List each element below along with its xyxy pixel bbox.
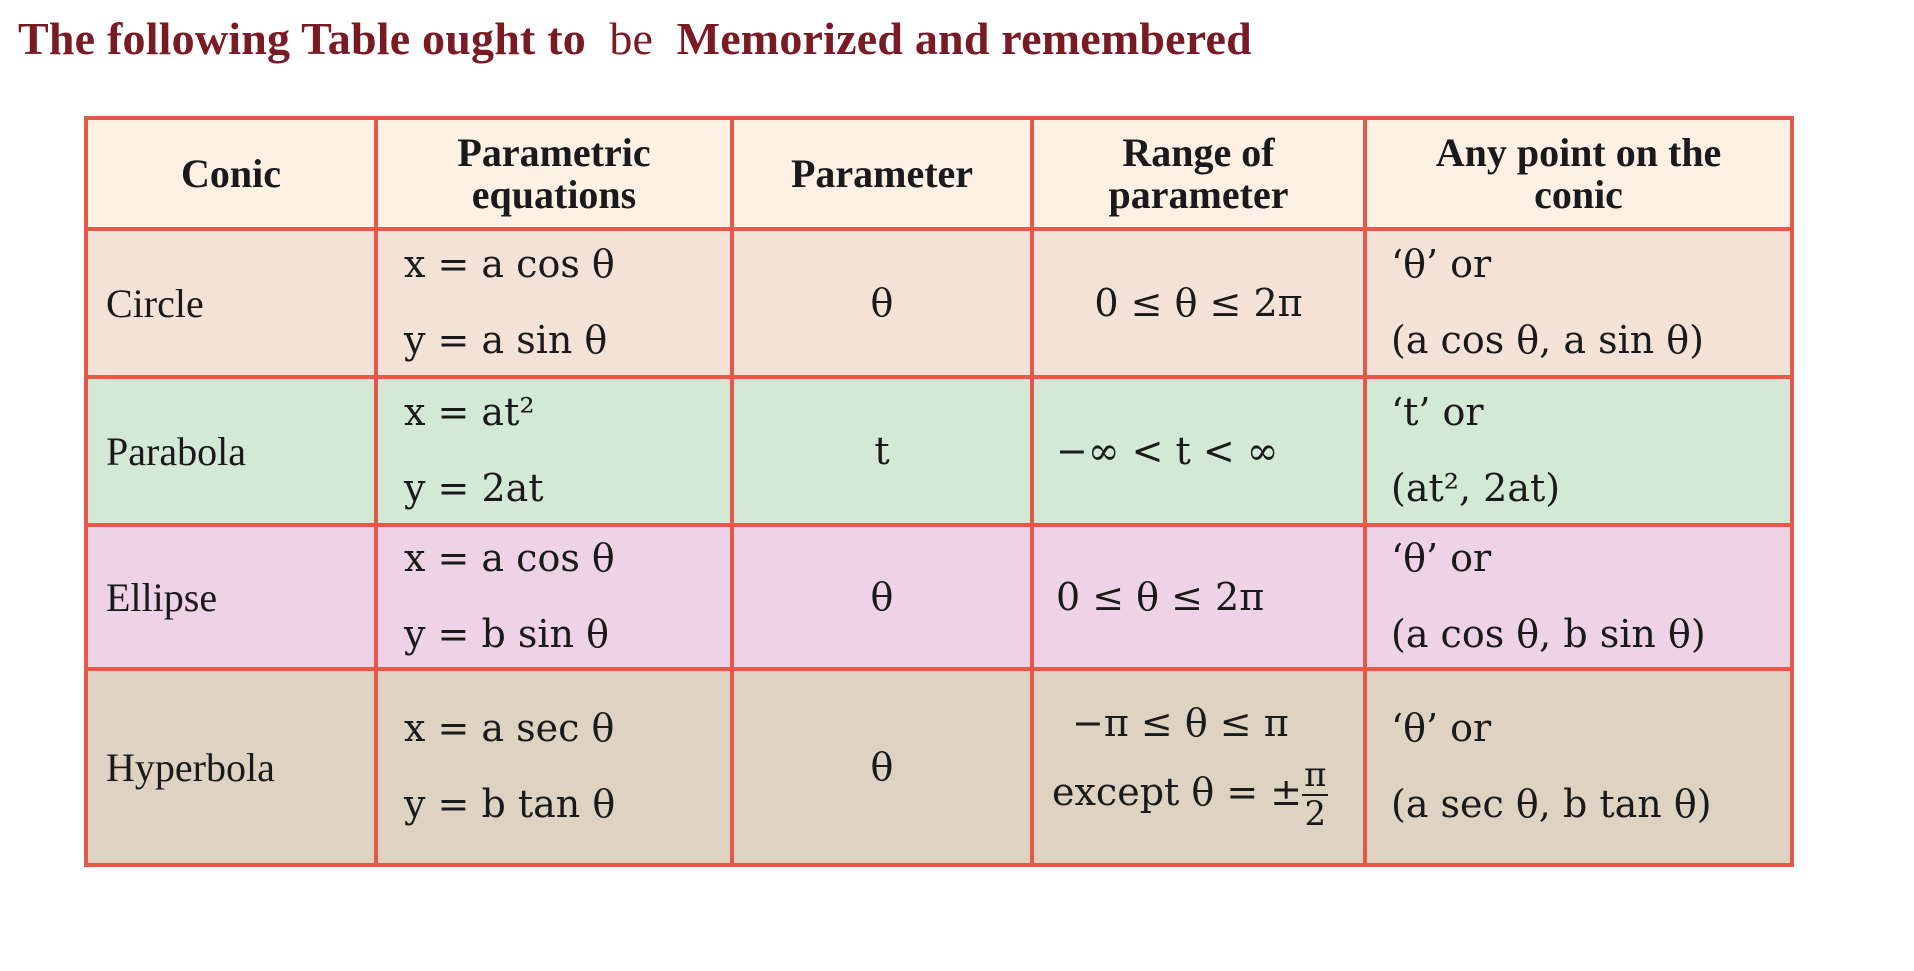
parameter: θ (732, 525, 1032, 669)
parametric-equations (376, 669, 732, 865)
general-point (1365, 669, 1792, 865)
point-coordinates: (at², 2at) (1391, 466, 1561, 510)
header-any-point: Any point on the conic (1365, 118, 1792, 229)
parameter: θ (732, 229, 1032, 377)
table-header-row (86, 118, 1792, 229)
equation-y: y = b sin θ (404, 612, 609, 656)
title-part-1: The following Table ought to (18, 13, 598, 64)
parameter: t (732, 377, 1032, 525)
range-exception (1052, 754, 1363, 834)
header-parameter: Parameter (732, 118, 1032, 229)
equation-y: y = 2at (404, 466, 544, 510)
conic-name: Parabola (86, 377, 376, 525)
equation-x: x = a cos θ (404, 242, 615, 287)
general-point (1365, 377, 1792, 525)
conic-name: Hyperbola (86, 669, 376, 865)
header-range-of-parameter: Range of parameter (1032, 118, 1365, 229)
range-interval: −π ≤ θ ≤ π (1072, 700, 1289, 745)
parameter: θ (732, 669, 1032, 865)
parameter-range: 0 ≤ θ ≤ 2π (1032, 229, 1365, 377)
point-parameter: ‘θ’ or (1391, 242, 1492, 287)
parameter-range: −∞ < t < ∞ (1032, 377, 1365, 525)
pi-over-two-fraction (1302, 754, 1328, 834)
point-coordinates: (a cos θ, b sin θ) (1391, 612, 1706, 656)
equation-y: y = a sin θ (404, 318, 608, 362)
equation-x: x = at² (404, 390, 535, 435)
equation-x: x = a cos θ (404, 536, 615, 581)
point-parameter: ‘t’ or (1391, 390, 1484, 435)
point-coordinates: (a cos θ, a sin θ) (1391, 318, 1704, 362)
equation-x: x = a sec θ (404, 706, 615, 751)
table-row (86, 525, 1792, 669)
conic-name: Circle (86, 229, 376, 377)
title-part-2: be (597, 13, 665, 64)
table-row (86, 377, 1792, 525)
title-part-3: Memorized and remembered (664, 13, 1252, 64)
fraction-denominator: 2 (1304, 794, 1327, 834)
parametric-equations (376, 377, 732, 525)
conic-parametric-table (84, 116, 1794, 867)
point-parameter: ‘θ’ or (1391, 706, 1492, 751)
equation-y: y = b tan θ (404, 782, 616, 826)
table-row (86, 229, 1792, 377)
parameter-range (1032, 669, 1365, 865)
parameter-range: 0 ≤ θ ≤ 2π (1032, 525, 1365, 669)
point-parameter: ‘θ’ or (1391, 536, 1492, 581)
header-parametric-equations: Parametric equations (376, 118, 732, 229)
fraction-numerator: π (1304, 754, 1327, 795)
parametric-equations (376, 229, 732, 377)
page-title (18, 12, 1252, 65)
point-coordinates: (a sec θ, b tan θ) (1391, 782, 1712, 826)
table-row (86, 669, 1792, 865)
general-point (1365, 525, 1792, 669)
general-point (1365, 229, 1792, 377)
range-except-text: except θ = ± (1052, 769, 1303, 814)
header-conic: Conic (86, 118, 376, 229)
conic-name: Ellipse (86, 525, 376, 669)
parametric-equations (376, 525, 732, 669)
